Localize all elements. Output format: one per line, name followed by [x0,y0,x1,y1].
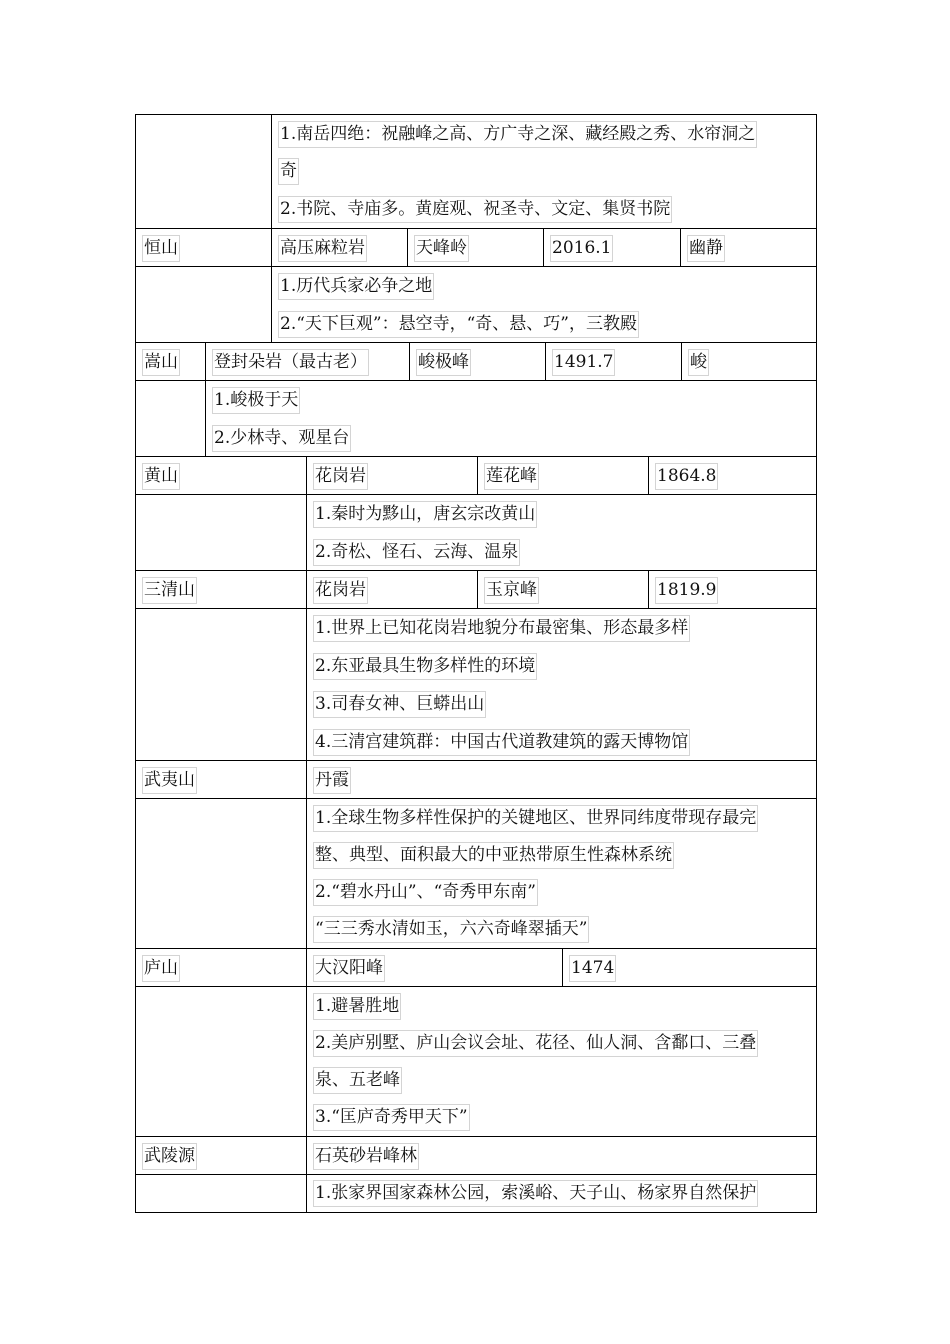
rock-type: 登封朵岩（最古老） [212,349,369,376]
sanqingshan-detail-row [136,609,816,761]
detail-line: 2.书院、寺庙多。黄庭观、祝圣寺、文定、集贤书院 [278,196,672,223]
rock-cell [306,1137,816,1174]
detail-line: 2.东亚最具生物多样性的环境 [313,653,537,680]
detail-cell [205,381,816,456]
hengshan-row [136,229,816,267]
huangshan-row [136,457,816,495]
lushan-detail-row [136,987,816,1137]
detail-line: 2.“碧水丹山”、“奇秀甲东南” [313,879,538,906]
height-cell [648,571,816,608]
detail-line: 1.南岳四绝：祝融峰之高、方广寺之深、藏经殿之秀、水帘洞之 [278,121,757,148]
rock-cell [306,761,816,798]
detail-line: 1.秦时为黟山，唐玄宗改黄山 [313,501,537,528]
peak-height: 1491.7 [552,349,615,376]
detail-line: 2.少林寺、观星台 [212,425,351,452]
height-cell [545,343,681,380]
feature-cell [681,343,816,380]
main-peak: 大汉阳峰 [313,955,385,982]
peak-height: 2016.1 [550,235,613,262]
mountain-name: 武陵源 [142,1143,197,1170]
wuyishan-detail-row [136,799,816,949]
peak-height: 1819.9 [655,577,718,604]
wulingyuan-detail-row [136,1175,816,1212]
main-peak: 天峰岭 [414,235,469,262]
rock-cell [205,343,409,380]
detail-cell [271,267,816,342]
detail-line: 4.三清宫建筑群：中国古代道教建筑的露天博物馆 [313,729,690,756]
wulingyuan-row [136,1137,816,1175]
rock-type: 花岗岩 [313,463,368,490]
peak-cell [407,229,543,266]
lushan-row [136,949,816,987]
main-peak: 峻极峰 [416,349,471,376]
nanyue-detail-row [136,115,816,229]
detail-cell [306,799,816,948]
detail-line: 整、典型、面积最大的中亚热带原生性森林系统 [313,842,674,869]
detail-line: 2.美庐别墅、庐山会议会址、花径、仙人洞、含鄱口、三叠 [313,1030,758,1057]
detail-line: 1.全球生物多样性保护的关键地区、世界同纬度带现存最完 [313,805,758,832]
detail-line: 2.“天下巨观”：悬空寺，“奇、悬、巧”，三教殿 [278,311,639,338]
rock-cell [306,457,477,494]
rock-type: 丹霞 [313,767,351,794]
peak-height: 1864.8 [655,463,718,490]
rock-cell [306,571,477,608]
feature: 峻 [688,349,709,376]
height-cell [648,457,816,494]
sanqingshan-row [136,571,816,609]
rock-cell [271,229,407,266]
detail-cell [306,1175,816,1212]
peak-cell [477,457,648,494]
peak-cell [306,949,562,986]
songshan-detail-row [136,381,816,457]
detail-line: 奇 [278,158,299,185]
mountain-name: 武夷山 [142,767,197,794]
feature: 幽静 [687,235,725,262]
feature-cell [680,229,816,266]
detail-cell [306,609,816,760]
height-cell [543,229,680,266]
hengshan-detail-row [136,267,816,343]
detail-line: “三三秀水清如玉，六六奇峰翠插天” [313,916,589,943]
scenic-mountains-table [135,114,817,1213]
detail-line: 1.避暑胜地 [313,993,401,1020]
mountain-name: 三清山 [142,577,197,604]
detail-line: 3.司春女神、巨蟒出山 [313,691,486,718]
detail-line: 2.奇松、怪石、云海、温泉 [313,539,520,566]
rock-type: 石英砂岩峰林 [313,1143,419,1170]
height-cell [562,949,816,986]
detail-line: 泉、五老峰 [313,1067,402,1094]
rock-type: 高压麻粒岩 [278,235,367,262]
wuyishan-row [136,761,816,799]
detail-line: 1.峻极于天 [212,387,300,414]
peak-height: 1474 [569,955,616,982]
detail-cell [306,495,816,570]
detail-line: 1.张家界国家森林公园，索溪峪、天子山、杨家界自然保护 [313,1180,758,1207]
mountain-name: 嵩山 [142,349,180,376]
detail-line: 1.世界上已知花岗岩地貌分布最密集、形态最多样 [313,615,690,642]
detail-cell [271,115,816,228]
main-peak: 莲花峰 [484,463,539,490]
detail-cell [306,987,816,1136]
main-peak: 玉京峰 [484,577,539,604]
peak-cell [477,571,648,608]
mountain-name: 恒山 [142,235,180,262]
detail-line: 3.“匡庐奇秀甲天下” [313,1104,470,1131]
peak-cell [409,343,545,380]
mountain-name: 黄山 [142,463,180,490]
detail-line: 1.历代兵家必争之地 [278,273,434,300]
huangshan-detail-row [136,495,816,571]
rock-type: 花岗岩 [313,577,368,604]
mountain-name: 庐山 [142,955,180,982]
songshan-row [136,343,816,381]
